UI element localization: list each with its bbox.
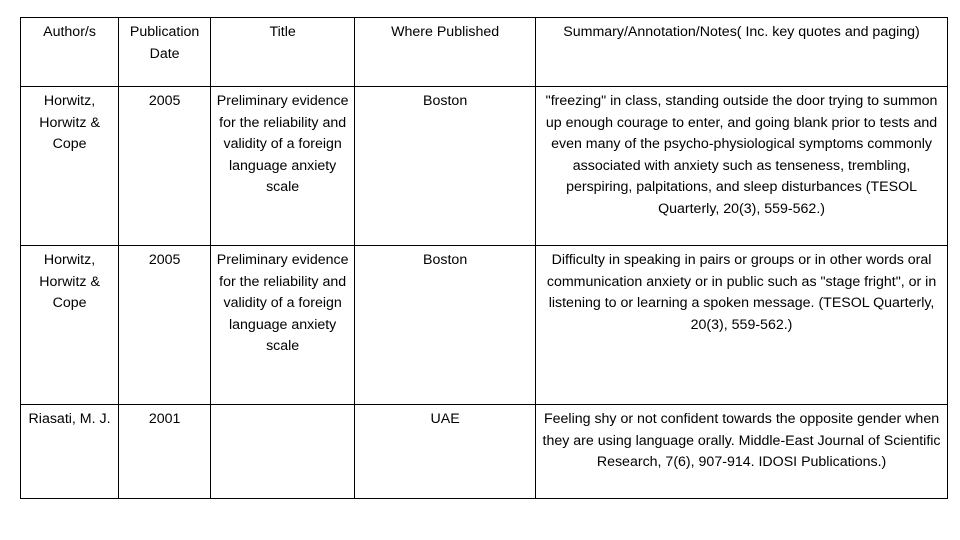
literature-review-table-container	[20, 17, 948, 499]
cell-author: Riasati, M. J.	[21, 405, 119, 499]
header-author: Author/s	[21, 18, 119, 87]
cell-title: Preliminary evidence for the reliability and validity of a foreign language anxiety scale	[211, 246, 355, 405]
table-row	[21, 246, 948, 405]
cell-date: 2005	[119, 246, 211, 405]
header-summary: Summary/Annotation/Notes( Inc. key quotes and paging)	[536, 18, 948, 87]
table-row	[21, 87, 948, 246]
cell-author: Horwitz, Horwitz & Cope	[21, 246, 119, 405]
cell-title	[211, 405, 355, 499]
cell-where: UAE	[355, 405, 536, 499]
header-title: Title	[211, 18, 355, 87]
cell-summary: Difficulty in speaking in pairs or groups or in other words oral communication anxiety or in public such as "stage fright", or in listening to or learning a spoken message. (TESOL Quarterly, 20(3), 559-562.)	[536, 246, 948, 405]
cell-where: Boston	[355, 246, 536, 405]
header-where-published: Where Published	[355, 18, 536, 87]
cell-summary: Feeling shy or not confident towards the opposite gender when they are using language orally. Middle-East Journal of Scientific Research, 7(6), 907-914. IDOSI Publications.)	[536, 405, 948, 499]
cell-summary: "freezing" in class, standing outside the door trying to summon up enough courage to enter, and going blank prior to tests and even many of the psycho-physiological symptoms commonly associated with anxiety such as tenseness, trembling, perspiring, palpitations, and sleep disturbances (TESOL Quarterly, 20(3), 559-562.)	[536, 87, 948, 246]
literature-review-table	[20, 17, 948, 499]
cell-author: Horwitz, Horwitz & Cope	[21, 87, 119, 246]
cell-title: Preliminary evidence for the reliability and validity of a foreign language anxiety scale	[211, 87, 355, 246]
cell-date: 2005	[119, 87, 211, 246]
table-row	[21, 405, 948, 499]
cell-where: Boston	[355, 87, 536, 246]
cell-date: 2001	[119, 405, 211, 499]
header-publication-date: Publication Date	[119, 18, 211, 87]
header-row	[21, 18, 948, 87]
